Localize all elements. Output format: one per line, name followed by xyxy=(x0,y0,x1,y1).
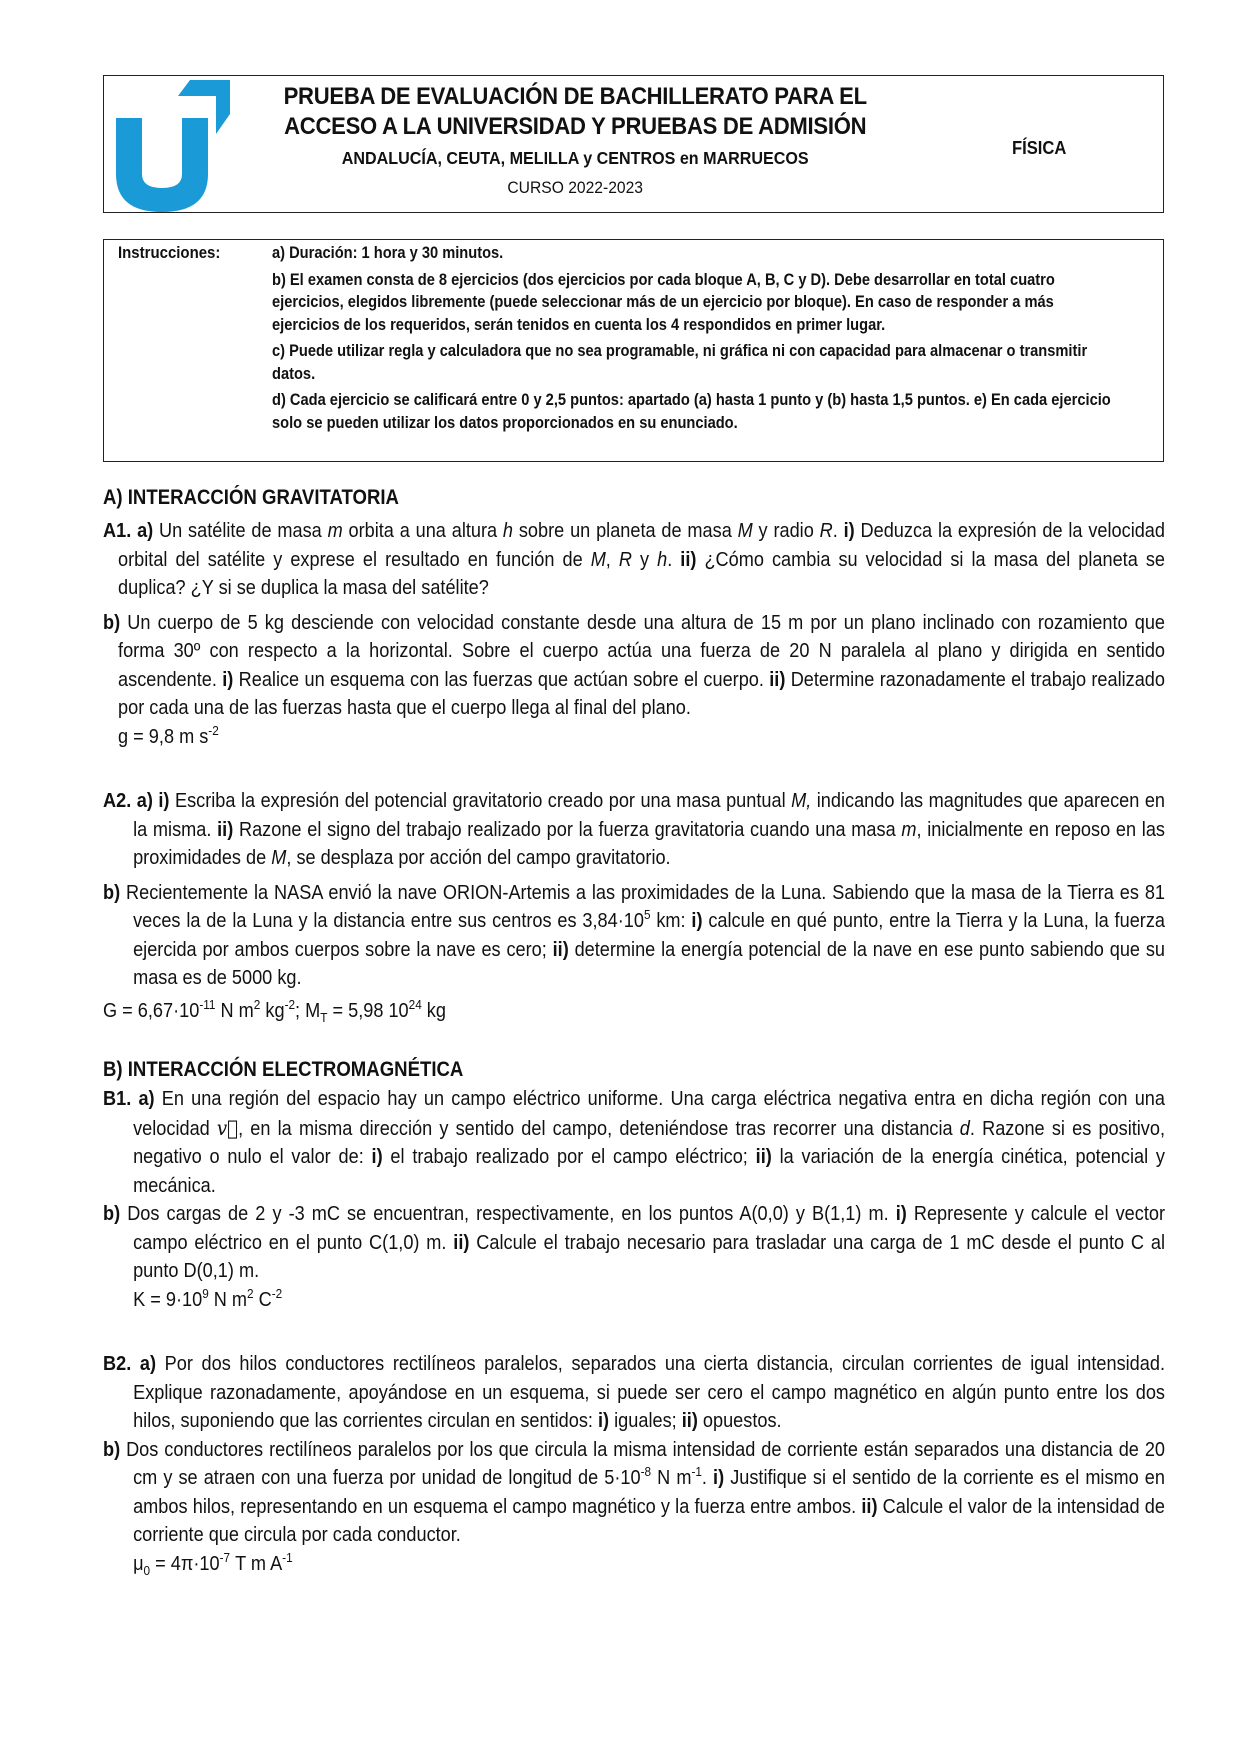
section-title-b: B) INTERACCIÓN ELECTROMAGNÉTICA xyxy=(103,1058,464,1081)
text: Dos cargas de 2 y -3 mC se encuentran, respectivamente, en los puntos A(0,0) y B(1,1) m. xyxy=(120,1202,896,1225)
text: Calcule el trabajo necesario para trasladar una carga de 1 mC desde el punto C al punto D(0,1) m. xyxy=(133,1230,1165,1282)
variable: M xyxy=(590,547,606,571)
text: Determine razonadamente el trabajo realizado por cada una de las fuerzas hasta que el cuerpo llega al final del plano. xyxy=(118,667,1165,719)
text: , en la misma dirección y sentido del campo, deteniéndose tras recorrer una distancia xyxy=(238,1116,960,1140)
exercise-id: A2. xyxy=(103,789,132,812)
exponent: 2 xyxy=(253,996,261,1012)
exponent: -8 xyxy=(640,1464,652,1480)
text: T m A xyxy=(230,1551,283,1575)
variable: m xyxy=(901,817,917,841)
text: N m xyxy=(215,998,254,1022)
variable: M, xyxy=(791,789,812,812)
exercise-b1-part-a xyxy=(103,1085,1165,1200)
velocity-vector: v⃗ xyxy=(216,1115,239,1140)
exam-header xyxy=(103,75,1164,213)
subpart-label: ii) xyxy=(755,1145,772,1168)
exercise-a1-part-a xyxy=(103,517,1165,603)
exam-subject: FÍSICA xyxy=(1012,138,1067,158)
subscript: 0 xyxy=(143,1562,151,1578)
text: indicando las magnitudes que aparecen en la misma. xyxy=(133,789,1165,841)
subpart-label: i) xyxy=(158,789,170,812)
part-label: a) xyxy=(139,1352,157,1375)
exercise-b2-part-a xyxy=(103,1350,1165,1436)
text: μ xyxy=(133,1551,144,1575)
exercise-b1-part-b xyxy=(103,1200,1165,1314)
variable: R xyxy=(819,519,833,542)
variable: d xyxy=(959,1116,970,1140)
exam-title-line2: ACCESO A LA UNIVERSIDAD Y PRUEBAS DE ADMISIÓN xyxy=(284,113,867,140)
exponent: -2 xyxy=(271,1285,283,1301)
text: , xyxy=(605,547,619,571)
text: Razone el signo del trabajo realizado por la fuerza gravitatoria cuando una masa xyxy=(233,817,902,841)
exercise-id: B1. xyxy=(103,1087,132,1110)
text: = 4π·10 xyxy=(150,1551,220,1575)
exponent: 9 xyxy=(202,1285,209,1301)
text: , se desplaza por acción del campo gravitatorio. xyxy=(286,846,671,869)
variable: m xyxy=(327,519,343,542)
exercise-id: A1. xyxy=(103,519,132,542)
exercise-a2-part-b xyxy=(103,879,1165,1026)
text: la variación de la energía cinética, potencial y mecánica. xyxy=(133,1145,1165,1197)
text: , inicialmente en reposo en las proximidades de xyxy=(133,817,1165,869)
text: K = 9·10 xyxy=(133,1287,203,1311)
text: Por dos hilos conductores rectilíneos paralelos, separados una cierta distancia, circulan corrientes de igual intensidad. Explique razonadamente, apoyándose en un esquema, si puede ser cero el campo magnético en algún punto entre los dos hilos, suponiendo que las corrientes circulan en sentidos: xyxy=(133,1352,1166,1432)
subpart-label: ii) xyxy=(453,1230,470,1254)
text: ; M xyxy=(295,998,321,1022)
constants-b1 xyxy=(133,1285,283,1311)
text: Justifique si el sentido de la corriente es el mismo en ambos hilos, representando en un esquema el campo magnético y la fuerza entre ambos. xyxy=(133,1466,1165,1518)
exam-title-line1: PRUEBA DE EVALUACIÓN DE BACHILLERATO PARA EL xyxy=(283,83,867,110)
text: kg xyxy=(260,998,285,1022)
text: En una región del espacio hay un campo eléctrico uniforme. Una carga eléctrica negativa entra en dicha región con una velocidad xyxy=(133,1087,1165,1140)
text: N m xyxy=(651,1466,692,1489)
text: kg xyxy=(421,998,446,1022)
text: . xyxy=(667,547,681,571)
text: orbita a una altura xyxy=(342,519,503,542)
variable: h xyxy=(502,519,514,542)
text: Un satélite de masa xyxy=(153,519,328,542)
subpart-label: i) xyxy=(598,1409,610,1432)
text: Realice un esquema con las fuerzas que actúan sobre el cuerpo. xyxy=(233,667,770,691)
text: = 5,98 10 xyxy=(327,998,409,1022)
constants-a1 xyxy=(118,722,219,748)
text: determine la energía potencial de la nave en ese punto sabiendo que su masa es de 5000 kg. xyxy=(133,937,1165,989)
text: Dos conductores rectilíneos paralelos por los que circula la misma intensidad de corriente están separados una distancia de 20 cm y se atraen con una fuerza por unidad de longitud de 5·10 xyxy=(120,1437,1165,1489)
part-label: b) xyxy=(103,610,121,634)
text: g = 9,8 m s xyxy=(118,724,209,748)
instruction-item: a) Duración: 1 hora y 30 minutos. xyxy=(272,244,504,262)
constants-a2 xyxy=(103,996,446,1026)
exam-course: CURSO 2022-2023 xyxy=(507,178,644,197)
exponent: -2 xyxy=(284,996,296,1012)
instructions-box xyxy=(103,239,1164,462)
subpart-label: ii) xyxy=(769,667,786,691)
text: y xyxy=(631,547,658,571)
subpart-label: i) xyxy=(691,909,703,932)
text: ¿Cómo cambia su velocidad si la masa del planeta se duplica? ¿Y si se duplica la masa del satélite? xyxy=(118,547,1165,599)
exponent: 24 xyxy=(408,996,422,1012)
exam-title xyxy=(244,82,906,142)
text: sobre un planeta de masa xyxy=(513,519,738,542)
constants-b2 xyxy=(133,1549,293,1578)
subpart-label: i) xyxy=(222,667,234,691)
part-label: b) xyxy=(103,880,121,904)
text: iguales; xyxy=(609,1409,682,1432)
exponent: -2 xyxy=(208,722,219,738)
text: Calcule el valor de la intensidad de corriente que circula por cada conductor. xyxy=(133,1494,1165,1546)
exercise-a2-part-a xyxy=(103,787,1165,873)
exercise-b2-part-b xyxy=(103,1436,1165,1579)
exam-content xyxy=(103,483,1165,1578)
instruction-item: c) Puede utilizar regla y calculadora que no sea programable, ni gráfica ni con capacidad para almacenar o transmitir datos. xyxy=(272,342,1088,383)
text: Un cuerpo de 5 kg desciende con velocidad constante desde una altura de 15 m por un plano inclinado con rozamiento que forma 30º con respecto a la horizontal. Sobre el cuerpo actúa una fuerza de 20 N paralela al plano y dirigida en sentido ascendente. xyxy=(118,610,1165,691)
subpart-label: i) xyxy=(843,519,855,542)
exercise-id: B2. xyxy=(103,1352,132,1375)
subpart-label: i) xyxy=(713,1466,725,1489)
exam-region: ANDALUCÍA, CEUTA, MELILLA y CENTROS en MARRUECOS xyxy=(341,148,809,168)
text: . xyxy=(701,1466,714,1489)
exponent: -11 xyxy=(199,996,216,1012)
exponent: -7 xyxy=(219,1549,231,1565)
text: Escriba la expresión del potencial gravitatorio creado por una masa puntual xyxy=(169,789,792,812)
instruction-item: d) Cada ejercicio se calificará entre 0 y 2,5 puntos: apartado (a) hasta 1 punto y (b) hasta 1,5 puntos. e) En cada ejercicio solo se pueden utilizar los datos proporcionados en su enunciado. xyxy=(272,391,1111,432)
exponent: 2 xyxy=(247,1285,254,1301)
part-label: a) xyxy=(136,789,153,812)
exercise-a1-part-b xyxy=(103,609,1165,752)
exponent: -1 xyxy=(282,1549,293,1565)
subscript: T xyxy=(320,1009,328,1025)
text: km: xyxy=(650,909,692,932)
subpart-label: ii) xyxy=(217,817,234,841)
text: calcule en qué punto, entre la Tierra y la Luna, la fuerza ejercida por ambos cuerpos sobre la nave es cero; xyxy=(133,909,1165,961)
subpart-label: ii) xyxy=(861,1494,878,1518)
part-label: a) xyxy=(137,519,154,542)
variable: h xyxy=(657,547,668,571)
university-logo-icon xyxy=(112,78,232,212)
text: . Razone si es positivo, negativo o nulo el valor de: xyxy=(133,1116,1166,1168)
part-label: a) xyxy=(138,1087,155,1110)
variable: R xyxy=(618,547,632,571)
text: y radio xyxy=(752,519,820,542)
text: Represente y calcule el vector campo eléctrico en el punto C(1,0) m. xyxy=(133,1202,1165,1254)
subpart-label: i) xyxy=(895,1202,907,1225)
subpart-label: ii) xyxy=(680,547,697,571)
text: G = 6,67·10 xyxy=(103,998,200,1022)
text: Recientemente la NASA envió la nave ORION-Artemis a las proximidades de la Luna. Sabiendo que la masa de la Tierra es 81 veces la de la Luna y la distancia entre sus centros es 3,84·10 xyxy=(120,880,1165,932)
section-title-a: A) INTERACCIÓN GRAVITATORIA xyxy=(103,486,399,509)
text: N m xyxy=(208,1287,248,1311)
text: Deduzca la expresión de la velocidad orbital del satélite y exprese el resultado en función de xyxy=(118,519,1165,571)
variable: M xyxy=(271,846,287,869)
text: el trabajo realizado por el campo eléctrico; xyxy=(382,1145,756,1168)
text: C xyxy=(253,1287,272,1311)
text: . xyxy=(832,519,844,542)
instruction-item: b) El examen consta de 8 ejercicios (dos ejercicios por cada bloque A, B, C y D). Debe desarrollar en total cuatro ejercicios, elegidos libremente (puede seleccionar más de un ejercicio por bloque). En caso de responder a más ejercicios de los requeridos, serán tenidos en cuenta los 4 respondidos en primer lugar. xyxy=(272,270,1055,334)
variable: M xyxy=(737,519,753,542)
part-label: b) xyxy=(103,1437,121,1461)
subpart-label: ii) xyxy=(681,1409,698,1432)
exponent: -1 xyxy=(691,1464,702,1480)
exponent: 5 xyxy=(643,907,651,923)
part-label: b) xyxy=(103,1202,121,1225)
text: opuestos. xyxy=(697,1409,782,1432)
subpart-label: i) xyxy=(371,1145,383,1168)
subpart-label: ii) xyxy=(552,937,569,961)
instructions-list xyxy=(272,242,1118,438)
instructions-label: Instrucciones: xyxy=(118,244,221,262)
